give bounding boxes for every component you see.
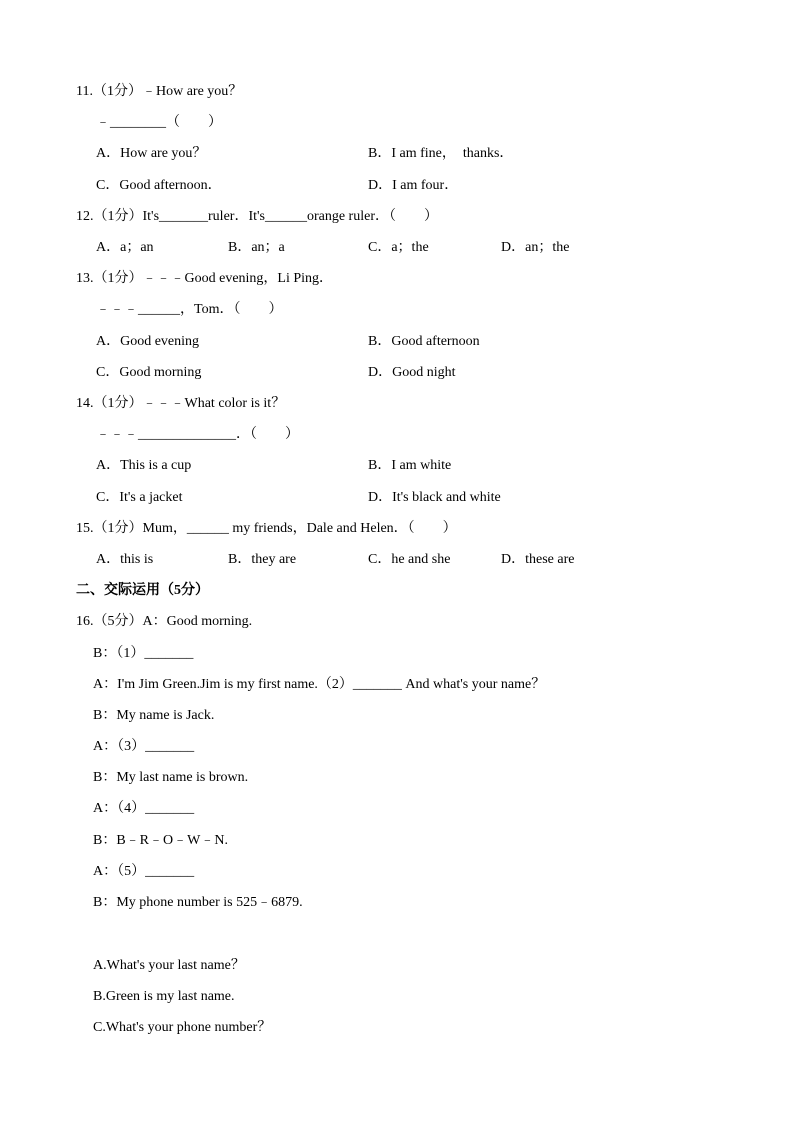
q16-dialogue-line: B：My last name is brown. bbox=[93, 770, 249, 785]
q13-option-c: C．Good morning bbox=[96, 365, 202, 380]
q14-option-b: B．I am white bbox=[368, 458, 452, 473]
q13-answer-line: ﹣﹣﹣______，Tom．（ ） bbox=[96, 302, 283, 317]
q15-option-d: D．these are bbox=[501, 552, 575, 567]
q16-choice-c: C.What's your phone number？ bbox=[93, 1020, 272, 1035]
q13-stem: 13.（1分）﹣﹣﹣Good evening，Li Ping． bbox=[76, 271, 334, 286]
q11-answer-line: ﹣________（ ） bbox=[96, 115, 222, 130]
q12-stem: 12.（1分）It's_______ruler．It's______orange ruler．（ ） bbox=[76, 209, 438, 224]
q11-option-d: D．I am four． bbox=[368, 178, 459, 193]
section-heading: 二、交际运用（5分） bbox=[76, 583, 209, 598]
q16-dialogue-line: B：B﹣R﹣O﹣W﹣N. bbox=[93, 833, 228, 848]
q16-dialogue-line: B：My phone number is 525﹣6879. bbox=[93, 895, 303, 910]
q14-option-d: D．It's black and white bbox=[368, 490, 501, 505]
q15-stem: 15.（1分）Mum，______ my friends，Dale and Helen．（ ） bbox=[76, 521, 457, 536]
q12-option-a: A．a；an bbox=[96, 240, 154, 255]
q16-choice-b: B.Green is my last name. bbox=[93, 989, 235, 1004]
q16-dialogue-line: A：I'm Jim Green.Jim is my first name.（2）_______ And what's your name？ bbox=[93, 677, 546, 692]
q11-option-c: C．Good afternoon． bbox=[96, 178, 222, 193]
q14-option-c: C．It's a jacket bbox=[96, 490, 183, 505]
q12-option-d: D．an；the bbox=[501, 240, 570, 255]
q12-option-b: B．an；a bbox=[228, 240, 285, 255]
q13-option-b: B．Good afternoon bbox=[368, 334, 480, 349]
q11-option-a: A．How are you？ bbox=[96, 146, 207, 161]
q13-option-a: A．Good evening bbox=[96, 334, 200, 349]
q15-option-a: A．this is bbox=[96, 552, 154, 567]
q16-dialogue-line: B：My name is Jack. bbox=[93, 708, 215, 723]
q16-dialogue-line: A：（3）_______ bbox=[93, 739, 195, 754]
q14-stem: 14.（1分）﹣﹣﹣What color is it？ bbox=[76, 396, 286, 411]
q13-option-d: D．Good night bbox=[368, 365, 456, 380]
q16-choice-a: A.What's your last name？ bbox=[93, 958, 245, 973]
q11-option-b: B．I am fine， thanks． bbox=[368, 146, 514, 161]
q12-option-c: C．a；the bbox=[368, 240, 429, 255]
q14-answer-line: ﹣﹣﹣______________．（ ） bbox=[96, 427, 299, 442]
q16-dialogue-line: A：（5）_______ bbox=[93, 864, 195, 879]
q16-dialogue-line: B：（1）_______ bbox=[93, 646, 194, 661]
q15-option-c: C．he and she bbox=[368, 552, 451, 567]
q11-stem: 11.（1分）﹣How are you？ bbox=[76, 84, 243, 99]
q16-dialogue-line: A：（4）_______ bbox=[93, 801, 195, 816]
q16-stem: 16.（5分）A：Good morning. bbox=[76, 614, 253, 629]
q14-option-a: A．This is a cup bbox=[96, 458, 192, 473]
q15-option-b: B．they are bbox=[228, 552, 297, 567]
